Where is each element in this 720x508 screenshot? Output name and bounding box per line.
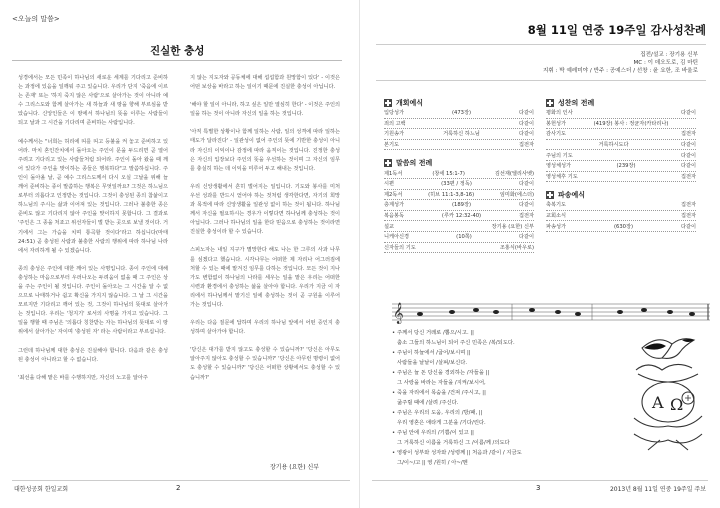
sermon-paragraph: 우리는 다음 질문에 답하며 우리의 하나님 앞에서 어떤 증인지 충성하며 살아가야 합니다. [190,320,340,336]
order-item: 제1독서 (창세 15:1-7) 김선재(엘리사벳) [384,168,534,179]
sermon-paragraph: 종의 충성은 주인에 대한 깨어 있는 사명입니다. 종이 주인에 대해 충성하는 마음으로부터 우러나오는 두려움이 없을 때 그 주인은 상을 주는 주인이 될 것입니다. 주인이 돌아오는 그 시간을 알 수 없으므로 나태하거나 쉽고 확신을 가지지 않습니다. 그 날 그 시간을 모르지만 기다리고 깨어 있는 것, 그것이 하나님의 뜻대로 살아가는 것입니다. 우리는 '청지기' 로서의 사명을 가지고 있습니다. 그 일을 행할 때 주님은 '의롭다 칭찬받는 자는 하나님의 뜻대로 이 땅 위에서 살아가는' 자이며 '충성된 자' 라는 사람이라고 부르십니다. [18,265,168,336]
section-gathering [384,97,534,108]
lyric-line: 그 사랑을 바라는 자들을 /지켜/보시어, [397,379,486,386]
lyric-line: 춤소 그들의 하느님이 되어 주신 민족은 /복/되도다. [397,339,515,346]
sermon-paragraph: 예수께서는 "너희는 허리에 띠를 띠고 등불을 켜 놓고 준비하고 있어라. 마치 혼인잔치에서 돌아오는 주인이 문을 두드리면 곧 열어 주려고 기다리고 있는 사람들처럼 되어라. 주인이 돌아 왔을 때 깨어 있다가 주인을 맞이하는 종들은 행복하다"고 말씀하십니다. 주인이 돌아올 날, 곧 예수 그리스도께서 다시 오실 그날을 위해 늘 깨어 준비하는 종이 말씀하는 행복은 무엇일까요? 그것은 하느님으로부터 의롭다고 인정받는 것입니다. 그것이 충성된 종의 참삶이고 하느님의 주시는 삶과 이어져 있는 것입니다. 그러나 불충한 종은 준비도 않고 기다리지 않아 주인을 맞이하지 못합니다. 그 결과로 '주인은 그 종을 처죠고 위선자들이 벌 받는 곳으로 보낼 것이다. 거기에서 그는 가슴을 치며 통곡할 것이다'라고 하십니다(마태 24:51) 곧 충성된 사람과 불충한 사람의 행위에 따라 하나님 나라에서 자리하게 될 수 있겠습니다. [18,138,168,254]
lyric-line: • 주께서 당신 거레로 /뽑으/시고. || [392,330,474,336]
order-item: 층계성가 (189장) 다같이 [384,200,534,211]
sermon-signature: 장기용 (요한) 신부 [270,464,320,471]
svg-text:A: A [652,393,664,412]
order-item: 시편 (33편 / 정독) 다같이 [384,179,534,190]
page-number: 3 [536,484,541,492]
sermon-paragraph: '당신은 대가를 받지 않고도 충성할 수 있습니까?' '당신은 아무도 알아주지 않아도 충성할 수 있습니까?' '당신은 아무런 명령이 없어도 충성할 수 있습니까?' '당신은 어떠한 상황에서도 충성할 수 있습니까?' [190,347,340,381]
cross-icon [384,159,392,167]
chant-music-staff [392,298,712,324]
order-item: 설교 장기용 (요한) 신부 [384,221,534,232]
lyric-line: 그 거룩하신 이름을 거룩하신 그 /이름/께 /의도다 [397,439,510,446]
service-title: 8월 11일 연중 19주일 감사성찬례 [527,23,706,37]
order-item: 영성체성가 (239장) 다같이 [546,161,696,172]
lyric-line: 사람들을 낱낱이 /살펴/보신다. [397,359,468,366]
section-eucharist [546,97,696,108]
cross-icon [546,99,554,107]
page-number: 2 [176,484,181,492]
meta-music: 지휘 : 박 예레미야 / 반주 : 공예스더 / 선창 : 윤 요한, 조 바울로 [543,68,698,74]
order-item: 감사기도 집전자 [546,129,696,140]
sermon-paragraph: '아직 특별한 상황이나 함께 일하는 사람, 일의 성격에 따라 일하는 태도가 달라진다' - 일관성이 없어 주인의 뜻에 기반한 충성이 아니라 자신의 이익이나 감정에 따라 움직이는 것입니다. 진정한 충성은 자신의 입장보다 주인의 뜻을 우선하는 것이며 그 자신의 임무를 충실히 하는 데 이익을 미루어 두고 해내는 것입니다. [190,129,340,172]
lyric-line: • 주님이 하늘에서 /굽어/보시며 || [392,349,471,356]
sermon-paragraph: 스피노자는 내일 지구가 멸망한다 해도 나는 한 그루의 사과 나무를 심겠다고 했습니다. 시각나무는 어떠한 제 자리나 어그러짐에 처할 수 있는 때에 맡겨진 임무를 다하는 것입니다. 모든 것이 지나가도 변함없이 하나님의 나라를 세우는 일을 맡은 우리는 어떠한 시련과 환경에서 충성하는 삶을 살아야 합니다. 우리가 지금 이 자리에서 하나님께서 맡기신 일에 충성하는 것이 곧 구원을 이루어 가는 것입니다. [190,247,340,308]
footer-divider [372,480,708,481]
sermon-paragraph: 지 않는 지도자와 공동체에 대해 섭섭함과 원망함이 있다' - 이것은 어떤 보상을 바라고 하는 일이기 때문에 진실한 충성이 아닙니다. [190,75,340,91]
svg-text:Ω: Ω [670,395,684,414]
meta-presider: 집전/설교 : 장기용 신부 [640,52,698,58]
section-word [384,157,534,168]
order-item: 입당성가 (473장) 다같이 [384,108,534,119]
order-item: 봉헌성가 (419장) 봉사 : 정균자(카타리나) [546,119,696,130]
lyric-line: • 주님 안에 우리의 /기쁨/이 있고 || [392,429,474,436]
order-item: 영성체후 기도 집전자 [546,172,696,183]
service-meta [543,51,698,75]
footer-date: 2013년 8월 11일 연중 19주일 주보 [609,486,706,493]
title-divider [376,44,706,45]
order-item: 거룩하시도다 다같이 [546,140,696,151]
order-item: 축복기도 집전자 [546,200,696,211]
sermon-paragraph: '해야 할 일이 아니라, 하고 싶은 일만 열심히 한다' - 이것은 주인의 일을 하는 것이 아니라 자신의 일을 하는 것입니다. [190,102,340,118]
order-item: 니케아신경 (10쪽) 다같이 [384,232,534,243]
order-item: 기원송가 거룩하신 하느님 다같이 [384,129,534,140]
order-item: 제2독서 (히브 11:1-3,8-16) 임미화(에스더) [384,190,534,201]
title-divider [12,60,342,61]
sermon-column-1 [18,74,168,392]
order-item: 평화의 인사 다같이 [546,108,696,119]
sermon-paragraph: 성경에서는 모든 민족이 하나님의 새로운 세계를 기다리고 준비하는 과정에 있음을 일깨워 주고 있습니다. 우리가 단지 '죽음에 이르는 존재' 또는 '하지 죽지 않은 사람'으로 살아가는 것이 아니라 예수 그리스도와 함께 살아가는 새 하늘과 새 땅을 향해 부르심을 받았습니다. 신앙인들은 이 땅에서 하나님의 뜻을 이루는 사람들이 되고 날과 그 시간을 기다리며 준비하는 사람입니다. [18,75,168,127]
cross-icon [384,99,392,107]
meta-divider [376,80,706,81]
lyric-line: • 주님은 우리의 도움, 우리의 /방/패, || [392,409,483,416]
order-item: 파송성가 (630장) 다같이 [546,221,696,232]
sermon-paragraph: 그런데 하나님께 대한 충성은 진실해야 합니다. 다음과 같은 충성된 충성이 아니라고 할 수 없습니다. [18,347,168,363]
lyric-line: • 영광이 성부와 성자와 /성령께 || 처음과 /같이 / 지금도 [392,449,522,456]
sermon-column-2 [190,74,340,392]
liturgy-column-right [546,97,696,232]
order-item: 주님의 기도 다같이 [546,150,696,161]
psalm-lyrics [392,330,632,470]
section-dismissal [546,189,696,200]
liturgy-column-left [384,97,534,253]
lyric-line: • 주님은 늘 돈 당신을 경외하는 /자들을 || [392,369,490,376]
section-title: 개회예식 [396,98,424,107]
corner-label: <오늘의 말씀> [12,15,60,23]
order-item: 죄의 고백 다같이 [384,119,534,130]
lyric-line: 그/이~/고 || 영 /원히 / 아~/멘 [397,459,468,466]
sermon-title: 진실한 충성 [150,45,205,57]
meta-mc: MC : 이 데오도로, 김 마틴 [633,60,698,66]
lyric-line: 우리 영혼은 애타게 그분을 /기다/린다. [397,419,486,426]
order-item: 교회소식 집전자 [546,211,696,222]
footer-church-name: 대한성공회 한일교회 [14,486,69,493]
sermon-paragraph: 우리 신앙생활에서 흔히 벌어지는 일입니다. 기도와 봉사를 미처 우선 성과를 반드시 얻어야 하는 것처럼 생각한다면, 자기의 희망과 목적에 따라 신앙생활을 일관성 없이 하는 것이 됩니다. 하나님께서 자신을 필요하시는 경우가 이렇다면 하나님께 충성하는 것이 아닙니다. 그러나 하나님의 일을 한다 믿음으로 충성하는 것이라면 진실한 충성이라 할 수 있습니다. [190,183,340,236]
order-item: 복음봉독 (루카 12:32-40) 집전자 [384,211,534,222]
order-item: 신자들의 기도 조홍식(바우로) [384,243,534,254]
section-title: 성찬의 전례 [558,98,595,107]
cross-icon [546,191,554,199]
lyric-line: • 죽을 자리에서 목숨을 /건져 /주시고, || [392,389,486,396]
lyric-line: 굶주릴 때에 /살려 /주신다. [397,399,459,406]
section-title: 파송예식 [558,190,586,199]
section-title: 말씀의 전례 [396,158,433,167]
sermon-paragraph: '최선을 다해 맡은 바를 수행하지만, 자신의 노고를 알아주 [18,374,148,381]
footer-divider [12,480,350,481]
order-item: 본기도 집전자 [384,140,534,151]
svg-text:𝄞: 𝄞 [393,303,404,324]
alpha-omega-dove-illustration [628,330,708,470]
